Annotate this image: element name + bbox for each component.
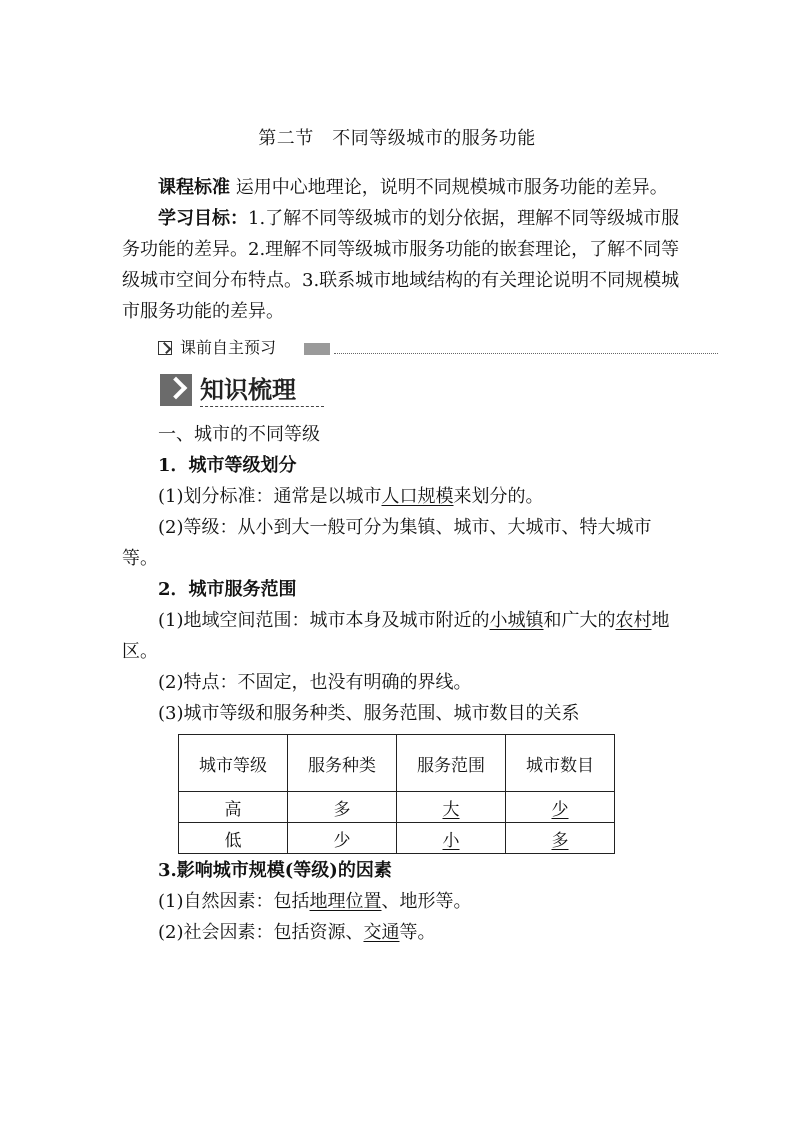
answer-blank: 人口规模 xyxy=(381,486,454,507)
text-run: 、地形等。 xyxy=(381,891,472,912)
banner-grey-block xyxy=(304,343,330,355)
text-run: (1)自然因素：包括 xyxy=(158,891,310,912)
table-cell-answer: 大 xyxy=(397,792,506,823)
table-row xyxy=(179,823,615,854)
subheading-1-2: 2．城市服务范围 xyxy=(158,579,297,600)
table-cell: 低 xyxy=(179,823,288,854)
course-standard-text: 运用中心地理论，说明不同规模城市服务功能的差异。 xyxy=(235,177,668,198)
learning-goals xyxy=(122,203,682,327)
answer-blank: 小城镇 xyxy=(489,610,544,631)
preview-banner xyxy=(158,338,718,358)
text-run: (1)划分标准：通常是以城市 xyxy=(158,486,382,507)
paragraph-service-area xyxy=(122,605,682,667)
table-header: 服务种类 xyxy=(288,735,397,792)
learning-goal-1: 1.了解不同等级城市的划分依据，理解不同等级城市服务功能的差异。 xyxy=(122,208,680,260)
table-header: 城市等级 xyxy=(179,735,288,792)
text-run: 等。 xyxy=(399,922,436,943)
paragraph-features: (2)特点：不固定，也没有明确的界线。 xyxy=(158,672,472,693)
text-run: 和广大的 xyxy=(543,610,616,631)
section-heading-1: 一、城市的不同等级 xyxy=(158,424,320,445)
learning-goal-3: 3.联系城市地域结构的有关理论说明不同规模城市服务功能的差异。 xyxy=(122,270,680,322)
text-run: 来划分的。 xyxy=(453,486,544,507)
paragraph-social-factors xyxy=(122,917,682,948)
subheading-1-3: 3.影响城市规模(等级)的因素 xyxy=(158,860,392,881)
table-header: 城市数目 xyxy=(506,735,615,792)
answer-blank: 交通 xyxy=(363,922,400,943)
text-run: 地区。 xyxy=(122,610,670,662)
checkbox-arrow-icon xyxy=(158,341,172,355)
knowledge-heading xyxy=(160,372,330,408)
table-cell: 多 xyxy=(288,792,397,823)
paragraph-levels: (2)等级：从小到大一般可分为集镇、城市、大城市、特大城市等。 xyxy=(122,517,652,569)
table-cell-answer: 小 xyxy=(397,823,506,854)
table-cell-answer: 多 xyxy=(506,823,615,854)
answer-blank: 地理位置 xyxy=(309,891,382,912)
paragraph-natural-factors xyxy=(122,886,682,917)
table-header-row xyxy=(179,735,615,792)
course-standard xyxy=(122,172,682,203)
table-cell-answer: 少 xyxy=(506,792,615,823)
banner-dotted-line xyxy=(334,353,718,354)
answer-blank: 农村 xyxy=(615,610,652,631)
page-title: 第二节 不同等级城市的服务功能 xyxy=(258,128,536,149)
text-run: (1)地域空间范围：城市本身及城市附近的 xyxy=(158,610,490,631)
table-cell: 少 xyxy=(288,823,397,854)
relation-table xyxy=(178,734,615,854)
subheading-1-1: 1．城市等级划分 xyxy=(158,455,297,476)
course-standard-label: 课程标准 xyxy=(158,177,230,198)
preview-banner-label: 课前自主预习 xyxy=(180,338,277,357)
table-row xyxy=(179,792,615,823)
learning-goals-label: 学习目标： xyxy=(158,208,248,229)
arrow-square-icon xyxy=(160,374,192,406)
learning-goal-2: 2.理解不同等级城市服务功能的嵌套理论，了解不同等级城市空间分布特点。 xyxy=(122,239,680,291)
table-header: 服务范围 xyxy=(397,735,506,792)
knowledge-heading-label: 知识梳理 xyxy=(200,376,296,404)
table-cell: 高 xyxy=(179,792,288,823)
knowledge-heading-underline xyxy=(200,406,324,407)
paragraph-relation: (3)城市等级和服务种类、服务范围、城市数目的关系 xyxy=(158,703,580,724)
text-run: (2)社会因素：包括资源、 xyxy=(158,922,364,943)
paragraph-standard xyxy=(122,481,682,512)
